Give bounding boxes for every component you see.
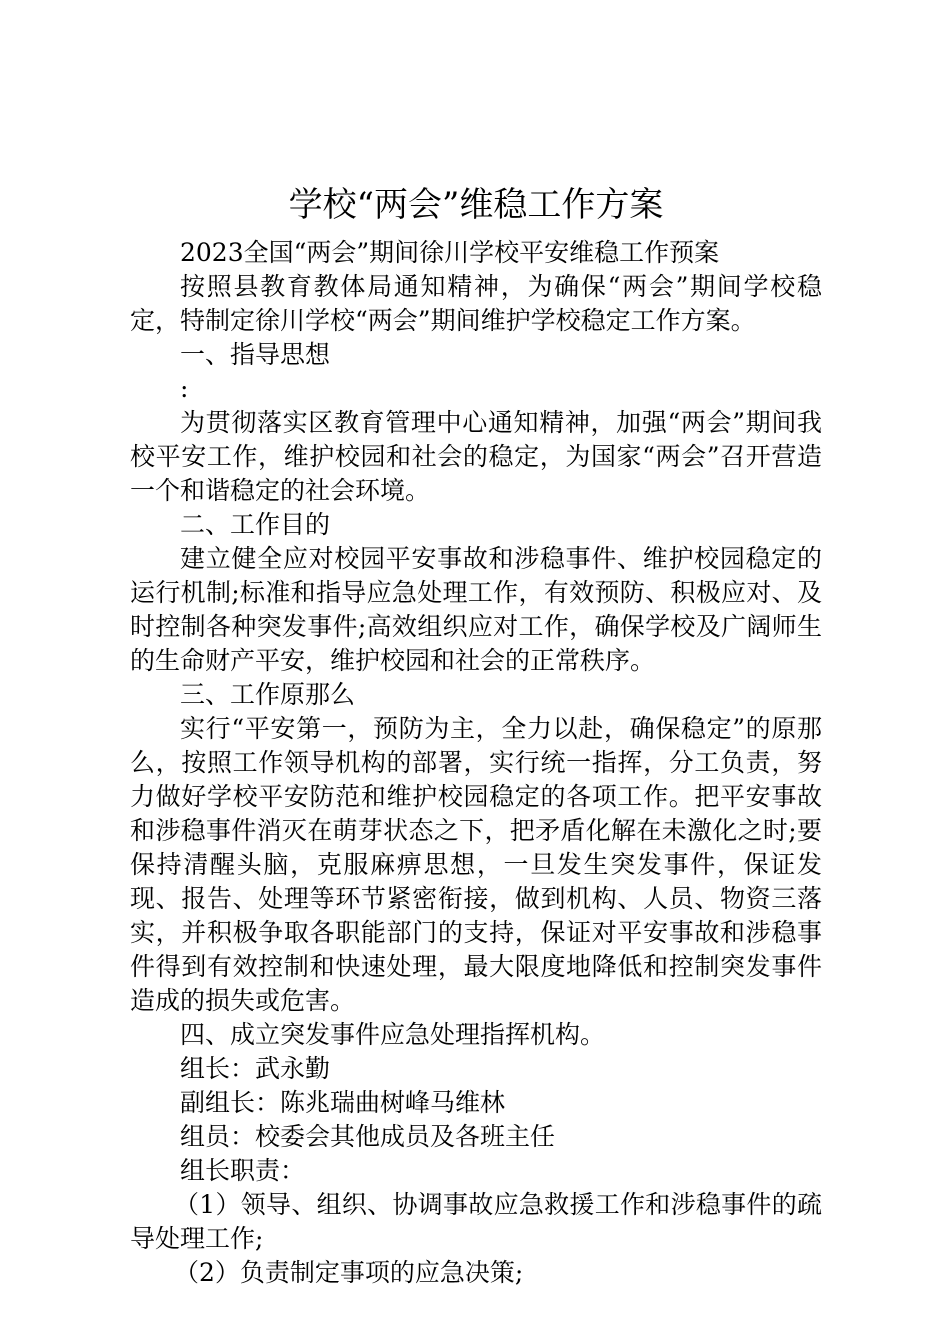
document-title: 学校“两会”维稳工作方案 bbox=[288, 185, 664, 225]
paragraph-colon: : bbox=[180, 374, 189, 403]
paragraph-deputy-leaders: 副组长：陈兆瑞曲树峰马维林 bbox=[180, 1088, 506, 1117]
paragraph-team-members: 组员：校委会其他成员及各班主任 bbox=[180, 1122, 556, 1151]
document-page bbox=[130, 178, 822, 1290]
heading-guiding-ideology: 一、指导思想 bbox=[180, 340, 331, 369]
paragraph-guiding-ideology: 为贯彻落实区教育管理中心通知精神，加强“两会”期间我校平安工作，维护校园和社会的稳定，为国家“两会”召开营造一个和谐稳定的社会环境。 bbox=[130, 408, 822, 505]
paragraph-team-leader: 组长：武永勤 bbox=[180, 1054, 331, 1083]
heading-work-purpose: 二、工作目的 bbox=[180, 510, 331, 539]
paragraph-work-purpose: 建立健全应对校园平安事故和涉稳事件、维护校园稳定的运行机制;标准和指导应急处理工作，有效预防、积极应对、及时控制各种突发事件;高效组织应对工作，确保学校及广阔师生的生命财产平安，维护校园和社会的正常秩序。 bbox=[130, 544, 822, 675]
paragraph-duty-2: （2）负责制定事项的应急决策; bbox=[174, 1258, 524, 1287]
heading-command-structure: 四、成立突发事件应急处理指挥机构。 bbox=[180, 1020, 606, 1049]
paragraph-work-principle: 实行“平安第一，预防为主，全力以赴，确保稳定”的原那么，按照工作领导机构的部署，实行统一指挥，分工负责，努力做好学校平安防范和维护校园稳定的各项工作。把平安事故和涉稳事件消灭在萌芽状态之下，把矛盾化解在未激化之时;要保持清醒头脑，克服麻痹思想，一旦发生突发事件，保证发现、报告、处理等环节紧密衔接，做到机构、人员、物资三落实，并积极争取各职能部门的支持，保证对平安事故和涉稳事件得到有效控制和快速处理，最大限度地降低和控制突发事件造成的损失或危害。 bbox=[130, 714, 822, 1015]
paragraph-duty-1: （1）领导、组织、协调事故应急救援工作和涉稳事件的疏导处理工作; bbox=[130, 1190, 822, 1253]
paragraph-plan-name: 2023全国“两会”期间徐川学校平安维稳工作预案 bbox=[180, 238, 720, 267]
paragraph-intro: 按照县教育教体局通知精神，为确保“两会”期间学校稳定，特制定徐川学校“两会”期间维护学校稳定工作方案。 bbox=[130, 272, 822, 335]
heading-work-principle: 三、工作原那么 bbox=[180, 680, 356, 709]
paragraph-leader-duties: 组长职责： bbox=[180, 1156, 306, 1185]
